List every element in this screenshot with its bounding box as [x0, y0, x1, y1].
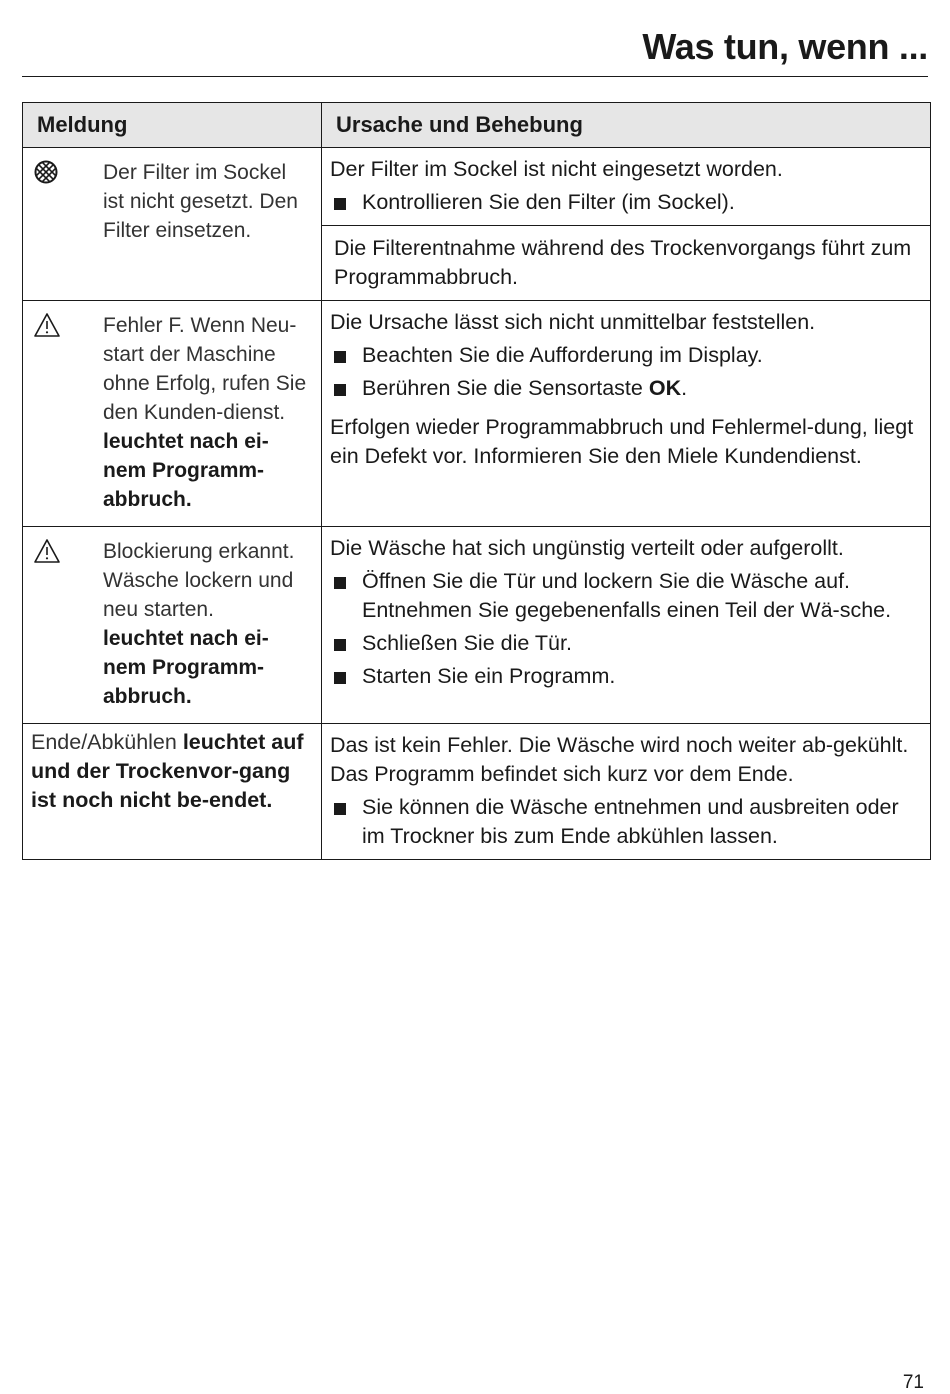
list-item — [330, 567, 924, 625]
bullet-square-icon — [334, 639, 346, 651]
cause-cell — [322, 301, 931, 527]
list-item — [330, 662, 924, 691]
title-divider — [22, 76, 928, 77]
sub-note: Die Filterentnahme während des Trockenvorgangs führt zum Programmabbruch. — [322, 225, 930, 300]
warning-triangle-icon — [33, 311, 63, 514]
cause-cell — [322, 724, 931, 860]
message-cell — [23, 148, 322, 301]
cause-cell — [322, 148, 931, 301]
message-text: Ende/Abkühlen — [31, 730, 177, 754]
table-row — [23, 301, 931, 527]
bullet-text: Sie können die Wäsche entnehmen und ausbreiten oder im Trockner bis zum Ende abkühlen lassen. — [362, 795, 899, 848]
message-text: Blockierung erkannt. Wäsche lockern und neu starten. — [103, 540, 295, 621]
table-header-row — [23, 103, 931, 148]
bullet-square-icon — [334, 803, 346, 815]
bullet-square-icon — [334, 672, 346, 684]
bullet-square-icon — [334, 577, 346, 589]
page-number: 71 — [902, 1372, 924, 1393]
list-item — [330, 188, 924, 217]
bullet-square-icon — [334, 384, 346, 396]
filter-grid-icon — [33, 158, 63, 245]
cause-text: Der Filter im Sockel ist nicht eingesetzt worden. — [330, 157, 783, 181]
table-row — [23, 148, 931, 301]
warning-triangle-icon — [33, 537, 63, 711]
fault-table — [22, 102, 931, 860]
bullet-text: Starten Sie ein Programm. — [362, 664, 616, 688]
bullet-square-icon — [334, 351, 346, 363]
bullet-text: Öffnen Sie die Tür und lockern Sie die Wäsche auf. Entnehmen Sie gegebenenfalls einen Teil der Wä-sche. — [362, 569, 892, 622]
column-header-message: Meldung — [23, 103, 322, 148]
message-bold-text: leuchtet nach ei-nem Programm-abbruch. — [103, 627, 269, 708]
column-header-cause: Ursache und Behebung — [322, 103, 931, 148]
message-cell — [23, 527, 322, 724]
message-bold-text: leuchtet auf und der Trockenvor-gang ist noch nicht be-endet. — [31, 730, 304, 812]
bullet-square-icon — [334, 198, 346, 210]
cause-text: Die Ursache lässt sich nicht unmittelbar feststellen. — [330, 310, 816, 334]
message-text: Fehler F. Wenn Neu-start der Maschine ohne Erfolg, rufen Sie den Kunden-dienst. — [103, 314, 307, 424]
page-title: Was tun, wenn ... — [642, 26, 928, 67]
bullet-text: Berühren Sie die Sensortaste — [362, 376, 649, 400]
bullet-suffix: . — [681, 376, 688, 400]
table-row — [23, 527, 931, 724]
bullet-text: Beachten Sie die Aufforderung im Display. — [362, 343, 763, 367]
cause-cell — [322, 527, 931, 724]
list-item — [330, 341, 924, 370]
cause-text: Die Wäsche hat sich ungünstig verteilt oder aufgerollt. — [330, 536, 844, 560]
bullet-text: Schließen Sie die Tür. — [362, 631, 572, 655]
table-row — [23, 724, 931, 860]
message-text: Der Filter im Sockel ist nicht gesetzt. Den Filter einsetzen. — [103, 161, 298, 242]
message-cell — [23, 301, 322, 527]
bullet-text: Kontrollieren Sie den Filter (im Sockel). — [362, 190, 735, 214]
list-item — [330, 793, 924, 851]
list-item — [330, 374, 924, 403]
note-text: Erfolgen wieder Programmabbruch und Fehlermel-dung, liegt ein Defekt vor. Informieren Sie den Miele Kundendienst. — [330, 415, 914, 468]
list-item — [330, 629, 924, 658]
ok-key-label: OK — [648, 376, 682, 400]
message-bold-text: leuchtet nach ei-nem Programm-abbruch. — [103, 430, 269, 511]
cause-text: Das ist kein Fehler. Die Wäsche wird noch weiter ab-gekühlt. Das Programm befindet sich kurz vor dem Ende. — [330, 733, 909, 786]
message-cell — [23, 724, 322, 860]
